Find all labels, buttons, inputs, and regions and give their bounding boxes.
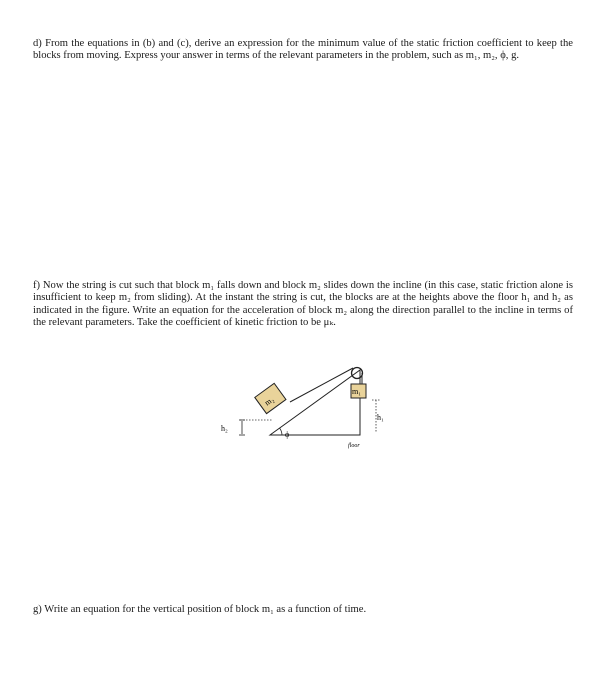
question-d-text: d) From the equations in (b) and (c), derive an expression for the minimum value of the static friction coefficient to keep the blocks from moving. Express your answer in terms of the relevant parameters in the problem, such as m₁, m₂, ϕ, g. bbox=[33, 38, 573, 62]
pulley bbox=[352, 368, 363, 379]
h2-label: h₂ bbox=[221, 424, 228, 433]
h1-label: h₁ bbox=[377, 413, 384, 422]
incline-wedge bbox=[270, 370, 360, 435]
string-incline bbox=[290, 368, 353, 402]
floor-label: floor bbox=[348, 443, 360, 449]
question-g-text: g) Write an equation for the vertical position of block m₁ as a function of time. bbox=[33, 604, 367, 615]
incline-pulley-figure bbox=[221, 360, 400, 475]
block-m2-label: m₂ bbox=[262, 394, 276, 408]
angle-phi-label: ϕ bbox=[285, 430, 290, 439]
question-f-text: f) Now the string is cut such that block m₁ falls down and block m₂ slides down the incline (in this case, static friction alone is insufficient to keep m₂ from sliding). At the instant the string is cut, the blocks are at the heights above the floor h₁ and h₂ as indicated in the figure. Write an equation for the acceleration of block m₂ along the direction parallel to the incline in terms of the relevant parameters. Take the coefficient of kinetic friction to be μₖ. bbox=[33, 280, 573, 329]
block-m1-label: m₁ bbox=[352, 387, 362, 396]
angle-arc bbox=[280, 428, 283, 435]
